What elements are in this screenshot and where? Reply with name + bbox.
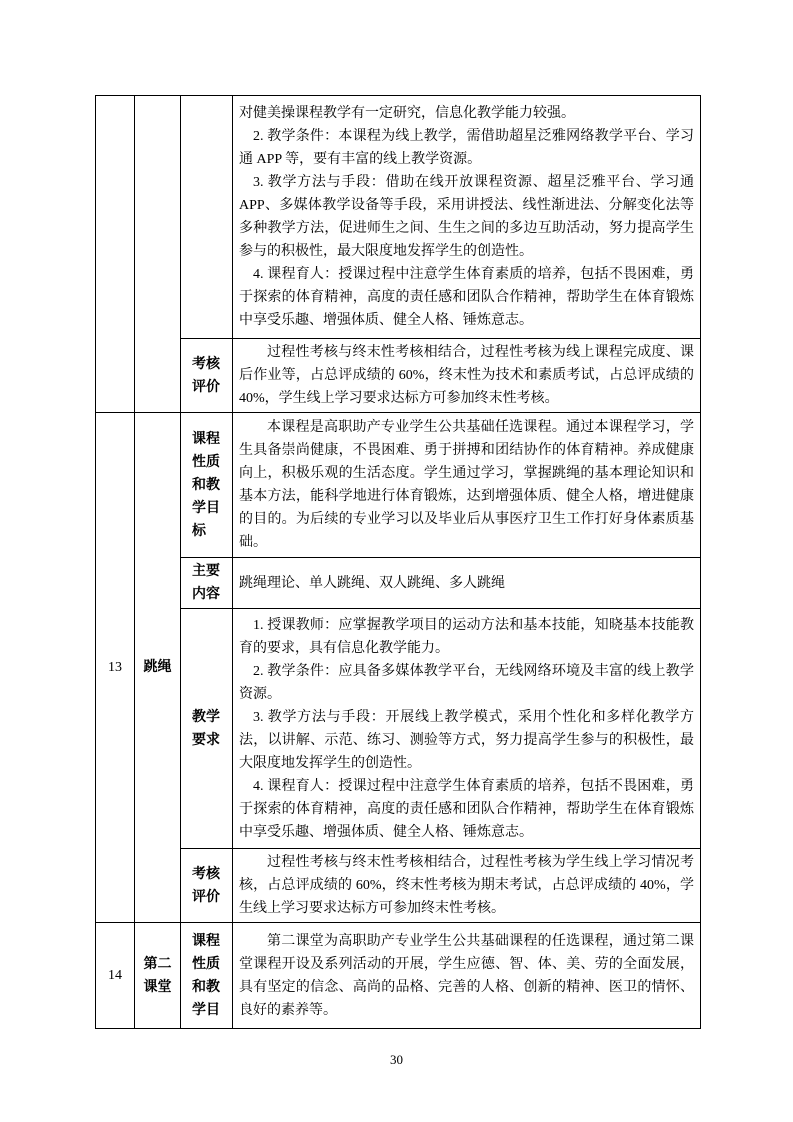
section-content — [233, 609, 701, 849]
course-number-cell — [96, 96, 135, 413]
paragraph: 4. 课程育人：授课过程中注意学生体育素质的培养，包括不畏困难，勇于探索的体育精神，高度的责任感和团队合作精神，帮助学生在体育锻炼中享受乐趣、增强体质、健全人格、锤炼意志。 — [239, 267, 694, 328]
course-table — [95, 95, 701, 1029]
section-content — [233, 849, 701, 923]
course-name-cell: 第二课堂 — [135, 923, 181, 1029]
section-label: 主要内容 — [181, 558, 233, 609]
paragraph: 本课程是高职助产专业学生公共基础任选课程。通过本课程学习，学生具备崇尚健康，不畏困难、勇于拼搏和团结协作的体育精神。养成健康向上，积极乐观的生活态度。学生通过学习，掌握跳绳的基本理论知识和基本方法，能科学地进行体育锻炼，达到增强体质、健全人格，增进健康的目的。为后续的专业学习以及毕业后从事医疗卫生工作打好身体素质基础。 — [239, 420, 694, 550]
paragraph: 2. 教学条件：本课程为线上教学，需借助超星泛雅网络教学平台、学习通 APP 等，要有丰富的线上教学资源。 — [239, 129, 694, 167]
section-label: 考核评价 — [181, 339, 233, 413]
section-content — [233, 339, 701, 413]
section-content — [233, 413, 701, 558]
paragraph: 过程性考核与终末性考核相结合，过程性考核为学生线上学习情况考核，占总评成绩的 60%，终末性考核为期末考试，占总评成绩的 40%，学生线上学习要求达标方可参加终末性考核。 — [239, 855, 694, 916]
section-content — [233, 923, 701, 1029]
section-label: 考核评价 — [181, 849, 233, 923]
section-content — [233, 558, 701, 609]
course-number-cell: 14 — [96, 923, 135, 1029]
section-content — [233, 96, 701, 339]
paragraph: 2. 教学条件：应具备多媒体教学平台，无线网络环境及丰富的线上教学资源。 — [239, 663, 694, 702]
section-label: 教学要求 — [181, 609, 233, 849]
section-label — [181, 96, 233, 339]
section-label: 课程性质和教学目标 — [181, 413, 233, 558]
course-name-cell: 跳绳 — [135, 413, 181, 923]
paragraph: 对健美操课程教学有一定研究，信息化教学能力较强。 — [239, 106, 575, 121]
paragraph: 第二课堂为高职助产专业学生公共基础课程的任选课程，通过第二课堂课程开设及系列活动的开展，学生应德、智、体、美、劳的全面发展，具有坚定的信念、高尚的品格、完善的人格、创新的精神、医卫的情怀、良好的素养等。 — [239, 933, 694, 1018]
paragraph: 3. 教学方法与手段：借助在线开放课程资源、超星泛雅平台、学习通 APP、多媒体教学设备等手段，采用讲授法、线性渐进法、分解变化法等多种教学方法，促进师生之间、生生之间的多边互助活动，努力提高学生参与的积极性，最大限度地发挥学生的创造性。 — [239, 175, 694, 259]
page-number: 30 — [390, 1052, 403, 1067]
paragraph: 过程性考核与终末性考核相结合，过程性考核为线上课程完成度、课后作业等，占总评成绩的 60%，终末性为技术和素质考试，占总评成绩的 40%，学生线上学习要求达标方可参加终末性考核。 — [239, 345, 694, 406]
paragraph: 跳绳理论、单人跳绳、双人跳绳、多人跳绳 — [239, 575, 505, 591]
paragraph: 1. 授课教师：应掌握教学项目的运动方法和基本技能，知晓基本技能教育的要求，具有信息化教学能力。 — [239, 617, 694, 656]
course-number-cell: 13 — [96, 413, 135, 923]
paragraph: 4. 课程育人：授课过程中注意学生体育素质的培养，包括不畏困难，勇于探索的体育精神，高度的责任感和团队合作精神，帮助学生在体育锻炼中享受乐趣、增强体质、健全人格、锤炼意志。 — [239, 778, 694, 840]
section-label: 课程性质和教学目 — [181, 923, 233, 1029]
course-name-cell — [135, 96, 181, 413]
paragraph: 3. 教学方法与手段：开展线上教学模式，采用个性化和多样化教学方法，以讲解、示范、练习、测验等方式，努力提高学生参与的积极性，最大限度地发挥学生的创造性。 — [239, 709, 694, 771]
